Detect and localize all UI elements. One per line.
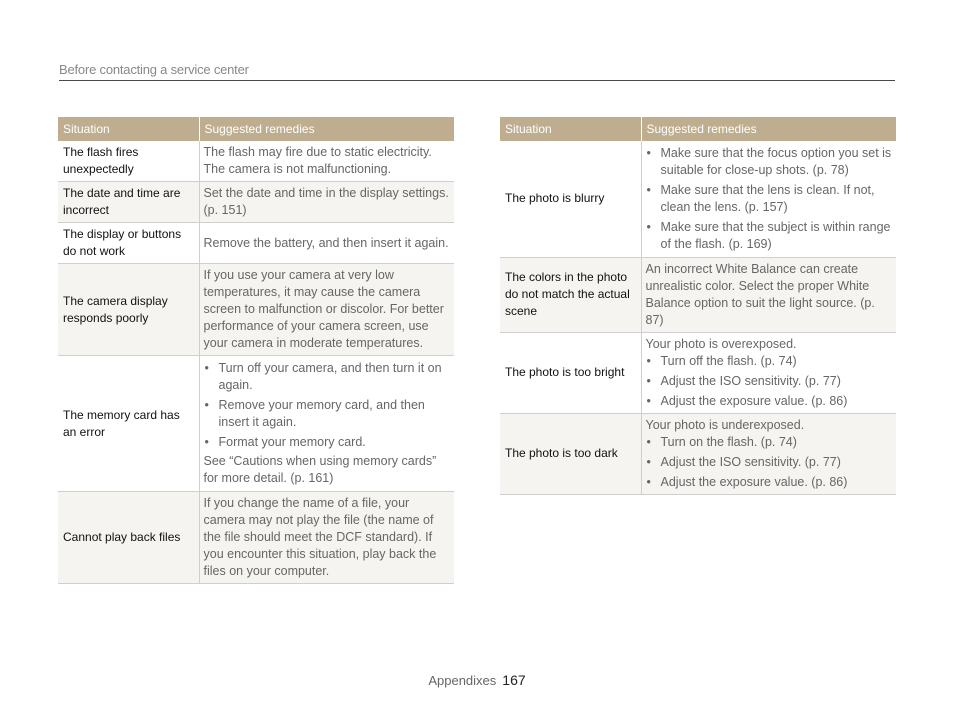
table-row xyxy=(58,182,454,223)
table-row xyxy=(58,264,454,356)
table-row xyxy=(500,413,896,494)
column-header-remedies: Suggested remedies xyxy=(199,117,454,141)
remedy-cell: Set the date and time in the display settings. (p. 151) xyxy=(199,182,454,223)
remedy-bullet-list xyxy=(646,145,893,253)
remedy-lead: Your photo is underexposed. xyxy=(645,417,805,432)
remedy-cell xyxy=(641,141,896,257)
table-row xyxy=(58,492,454,584)
remedy-bullet: • Adjust the ISO sensitivity. (p. 77) xyxy=(646,454,893,471)
remedy-bullet: • Make sure that the subject is within range of the flash. (p. 169) xyxy=(646,219,893,253)
remedy-bullet: • Remove your memory card, and then insert it again. xyxy=(204,397,451,431)
remedy-cell xyxy=(641,332,896,413)
table-header-row xyxy=(500,117,896,141)
remedy-note: See “Cautions when using memory cards” for more detail. (p. 161) xyxy=(203,454,437,485)
remedy-bullet: • Make sure that the focus option you set is suitable for close-up shots. (p. 78) xyxy=(646,145,893,179)
situation-cell: The photo is blurry xyxy=(500,141,641,257)
situation-cell: The date and time are incorrect xyxy=(58,182,199,223)
table-row xyxy=(500,332,896,413)
remedy-cell: An incorrect White Balance can create unrealistic color. Select the proper White Balance option to suit the light source. (p. 87) xyxy=(641,257,896,332)
table-row xyxy=(500,257,896,332)
remedy-bullet: • Turn on the flash. (p. 74) xyxy=(646,434,893,451)
remedy-bullet: • Turn off the flash. (p. 74) xyxy=(646,353,893,370)
situation-cell: Cannot play back files xyxy=(58,492,199,584)
column-header-situation: Situation xyxy=(500,117,641,141)
remedy-cell xyxy=(641,413,896,494)
footer-section-label: Appendixes xyxy=(428,673,497,688)
troubleshooting-table-left xyxy=(58,117,454,584)
page-footer xyxy=(0,672,954,688)
situation-cell: The colors in the photo do not match the actual scene xyxy=(500,257,641,332)
remedy-bullet-list xyxy=(646,434,893,491)
remedy-cell: Remove the battery, and then insert it again. xyxy=(199,223,454,264)
table-row xyxy=(500,141,896,257)
table-row xyxy=(58,141,454,182)
remedy-cell: If you use your camera at very low temperatures, it may cause the camera screen to malfunction or discolor. For better performance of your camera screen, use your camera in moderate temperatures. xyxy=(199,264,454,356)
table-row xyxy=(58,223,454,264)
remedy-cell xyxy=(199,356,454,492)
situation-cell: The flash fires unexpectedly xyxy=(58,141,199,182)
remedy-bullet: • Format your memory card. xyxy=(204,434,451,451)
remedy-bullet: • Make sure that the lens is clean. If not, clean the lens. (p. 157) xyxy=(646,182,893,216)
situation-cell: The photo is too dark xyxy=(500,413,641,494)
troubleshooting-table-right xyxy=(500,117,896,495)
remedy-bullet: • Adjust the exposure value. (p. 86) xyxy=(646,393,893,410)
page-header-title: Before contacting a service center xyxy=(59,62,249,77)
column-header-remedies: Suggested remedies xyxy=(641,117,896,141)
remedy-lead: Your photo is overexposed. xyxy=(645,336,797,351)
remedy-bullet: • Adjust the ISO sensitivity. (p. 77) xyxy=(646,373,893,390)
remedy-bullet-list xyxy=(646,353,893,410)
situation-cell: The camera display responds poorly xyxy=(58,264,199,356)
page-number: 167 xyxy=(502,672,526,688)
table-header-row xyxy=(58,117,454,141)
remedy-cell: The flash may fire due to static electricity. The camera is not malfunctioning. xyxy=(199,141,454,182)
column-header-situation: Situation xyxy=(58,117,199,141)
remedy-bullet: • Adjust the exposure value. (p. 86) xyxy=(646,474,893,491)
remedy-bullet-list xyxy=(204,360,451,451)
table-row xyxy=(58,356,454,492)
header-divider xyxy=(59,80,895,81)
remedy-cell: If you change the name of a file, your camera may not play the file (the name of the file should meet the DCF standard). If you encounter this situation, play back the files on your computer. xyxy=(199,492,454,584)
remedy-bullet: • Turn off your camera, and then turn it on again. xyxy=(204,360,451,394)
situation-cell: The photo is too bright xyxy=(500,332,641,413)
situation-cell: The memory card has an error xyxy=(58,356,199,492)
situation-cell: The display or buttons do not work xyxy=(58,223,199,264)
